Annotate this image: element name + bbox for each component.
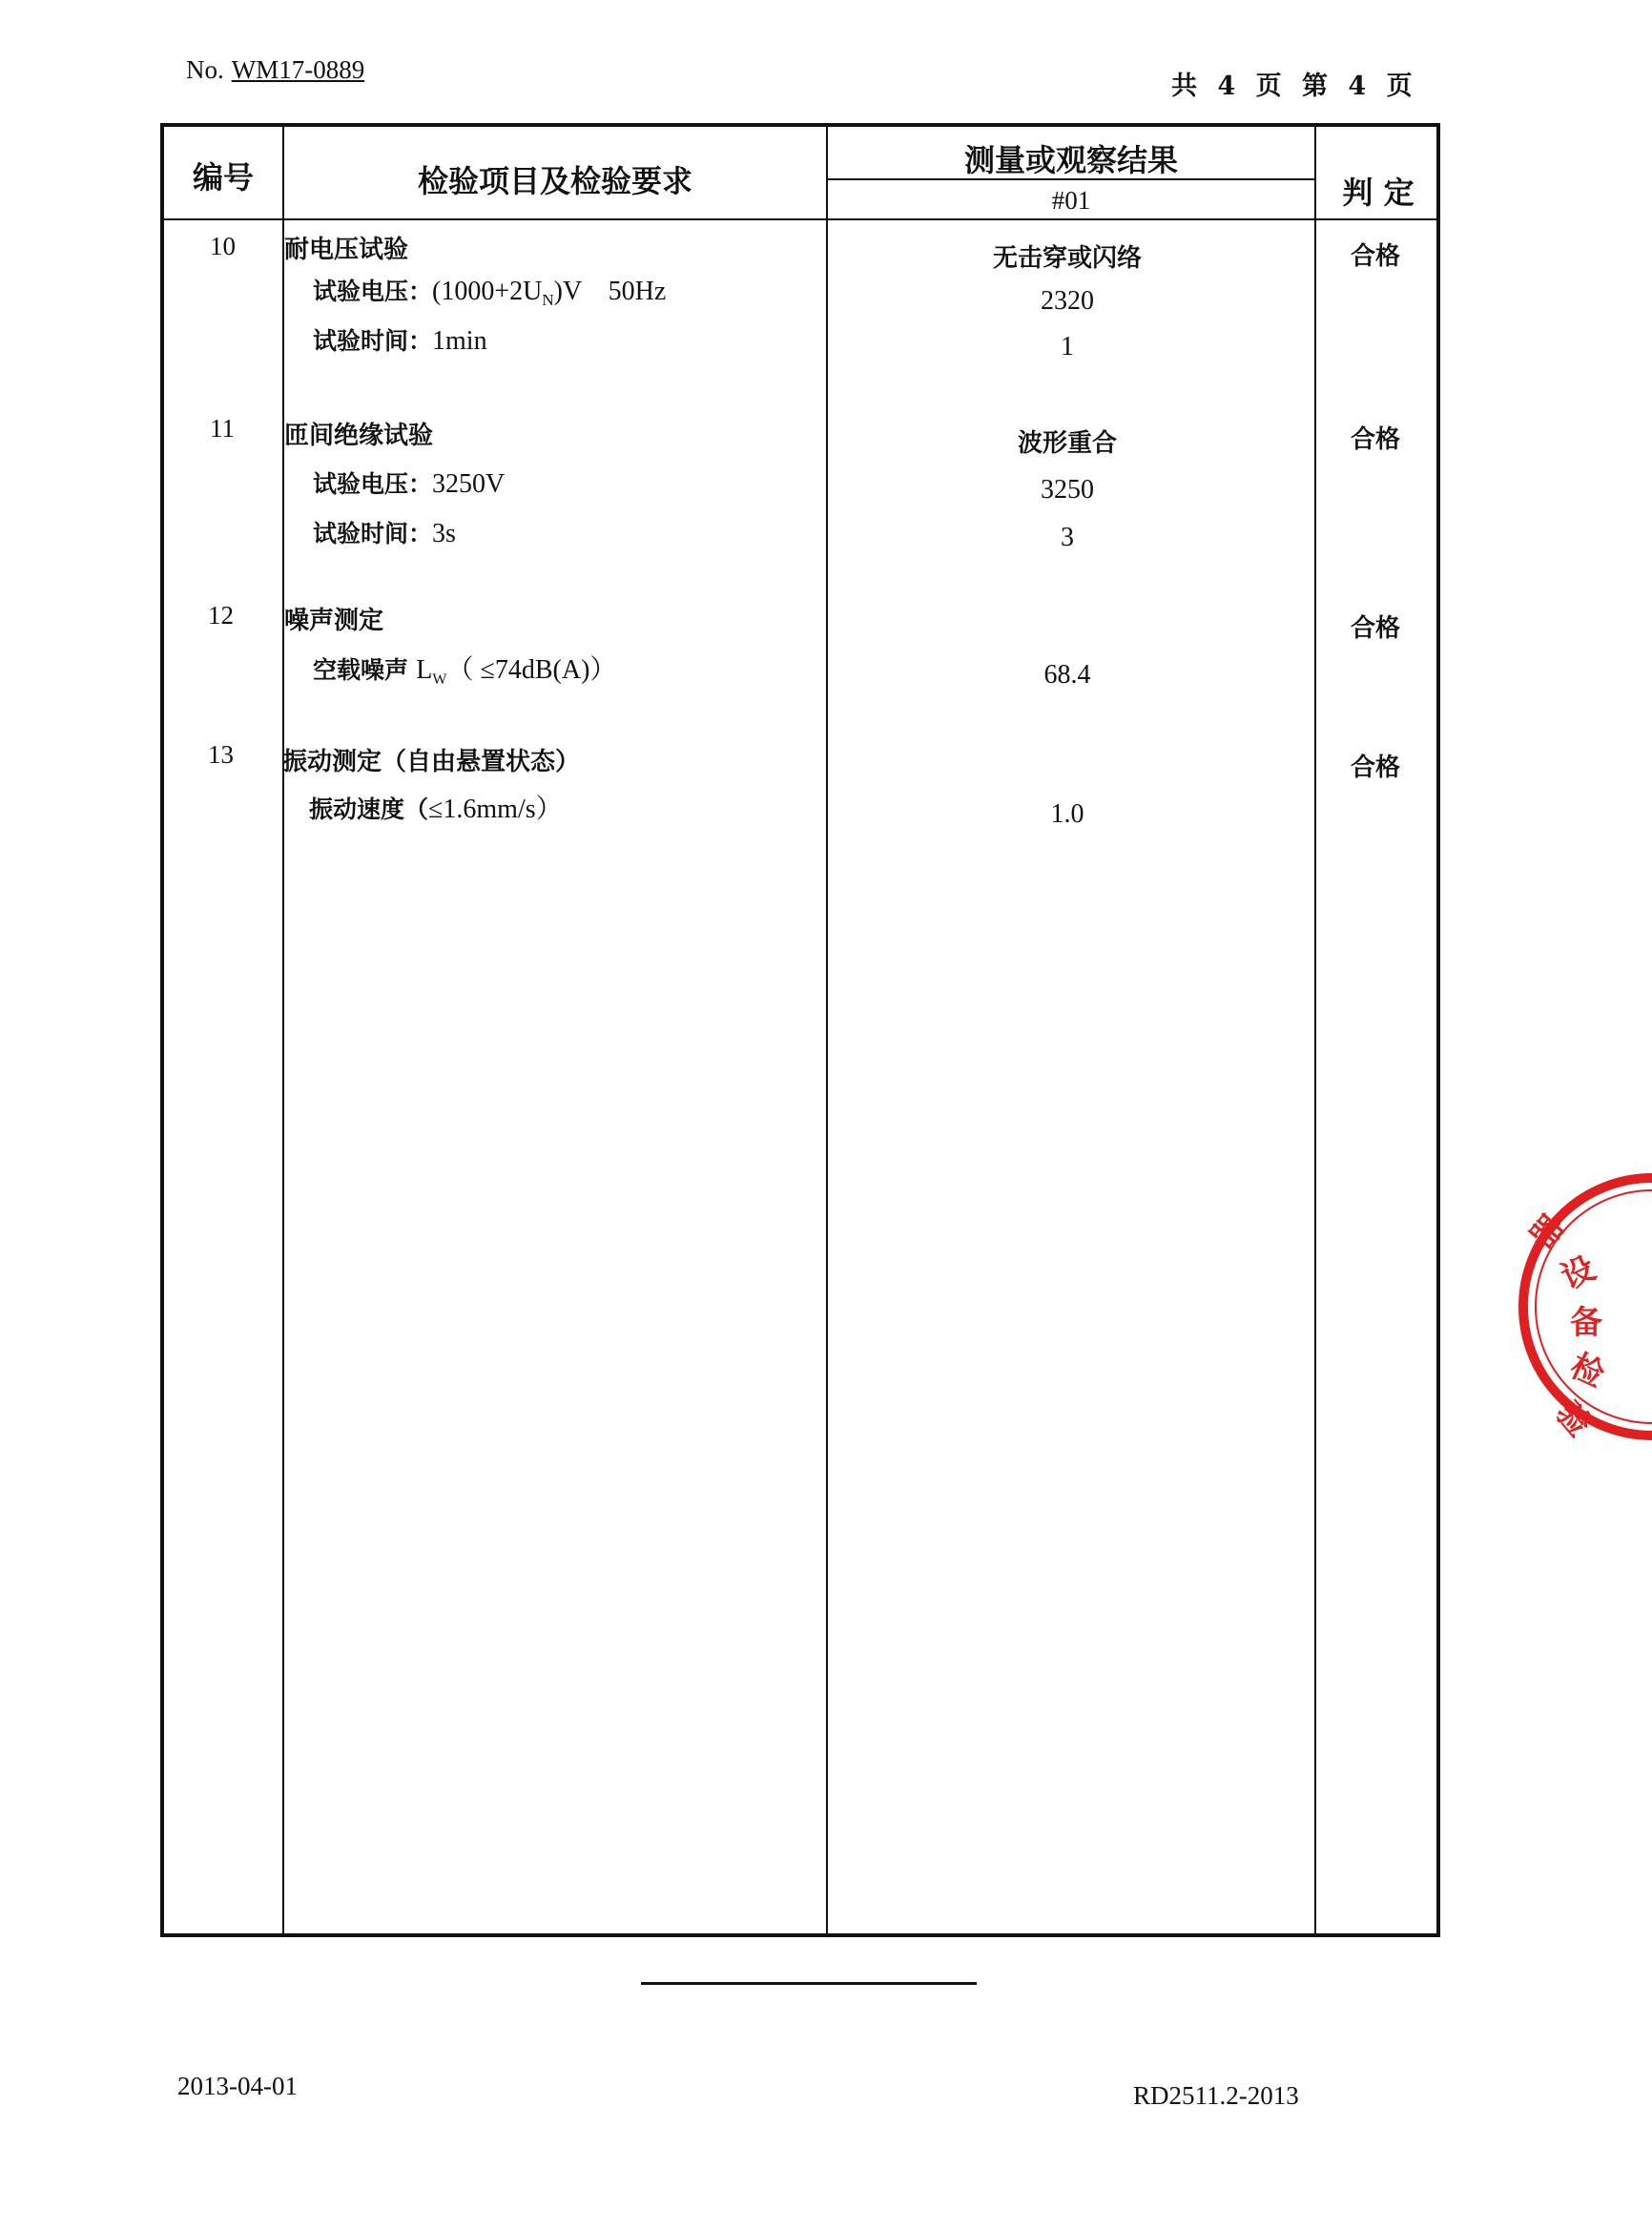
page-count: 共 4 页 第 4 页 [1171,72,1418,101]
row-number: 13 [208,740,234,769]
footer-rule [641,1982,977,1985]
table-divider [282,127,284,1933]
seal-char: 设 [1555,1249,1601,1298]
seal-char: 检 [1564,1346,1610,1395]
col-header-judge: 判 定 [1342,175,1415,211]
row-result-text: 无击穿或闪络 [992,244,1142,273]
table-divider [1314,127,1316,1933]
row-number: 10 [210,232,236,260]
row-judgement: 合格 [1350,425,1400,454]
table-header-divider [164,218,1436,220]
row-requirement: 试验电压：3250V [313,469,506,499]
row-result-value: 1.0 [1050,799,1084,829]
row-result-value: 3250 [1041,475,1094,505]
footer-document-code: RD2511.2-2013 [1133,2081,1299,2110]
seal-char: 备 [1570,1304,1602,1342]
col-header-sample: #01 [1051,186,1091,215]
seal-char: 器 [1522,1208,1573,1257]
row-title: 振动测定（自由悬置状态） [282,748,581,776]
row-result-value: 1 [1061,332,1074,361]
inspection-seal [1509,1164,1652,1450]
report-number-label: No. [186,55,224,84]
row-title: 耐电压试验 [284,236,409,264]
col-header-item: 检验项目及检验要求 [417,163,692,199]
row-judgement: 合格 [1350,614,1400,643]
row-title: 匝间绝缘试验 [284,422,434,450]
row-title: 噪声测定 [284,607,384,635]
inspection-table [160,123,1440,1937]
row-requirement: 试验电压：$(1000+2U_N)V$ 50Hz [313,277,667,310]
report-number [186,55,364,85]
col-header-result: 测量或观察结果 [963,142,1178,178]
row-requirement: 空载噪声 $L_W( \le 74dB(A))$ [313,655,617,689]
row-result-text: 波形重合 [1017,429,1117,458]
row-requirement: 试验时间：1min [313,326,487,356]
row-result-value: 3 [1061,523,1074,552]
table-divider [826,127,828,1933]
row-number: 11 [210,414,235,443]
row-judgement: 合格 [1350,754,1400,782]
seal-char: 验 [1548,1394,1599,1444]
row-number: 12 [208,601,234,630]
row-result-value: 2320 [1041,286,1094,316]
row-result-value: 68.4 [1043,660,1091,690]
row-requirement: 试验时间：3s [313,519,456,548]
report-number-value: WM17-0889 [231,55,365,84]
footer-date: 2013-04-01 [177,2072,298,2100]
row-judgement: 合格 [1350,242,1400,271]
col-header-no: 编号 [192,159,254,196]
row-requirement: 振动速度（≤1.6mm/s） [309,795,563,824]
